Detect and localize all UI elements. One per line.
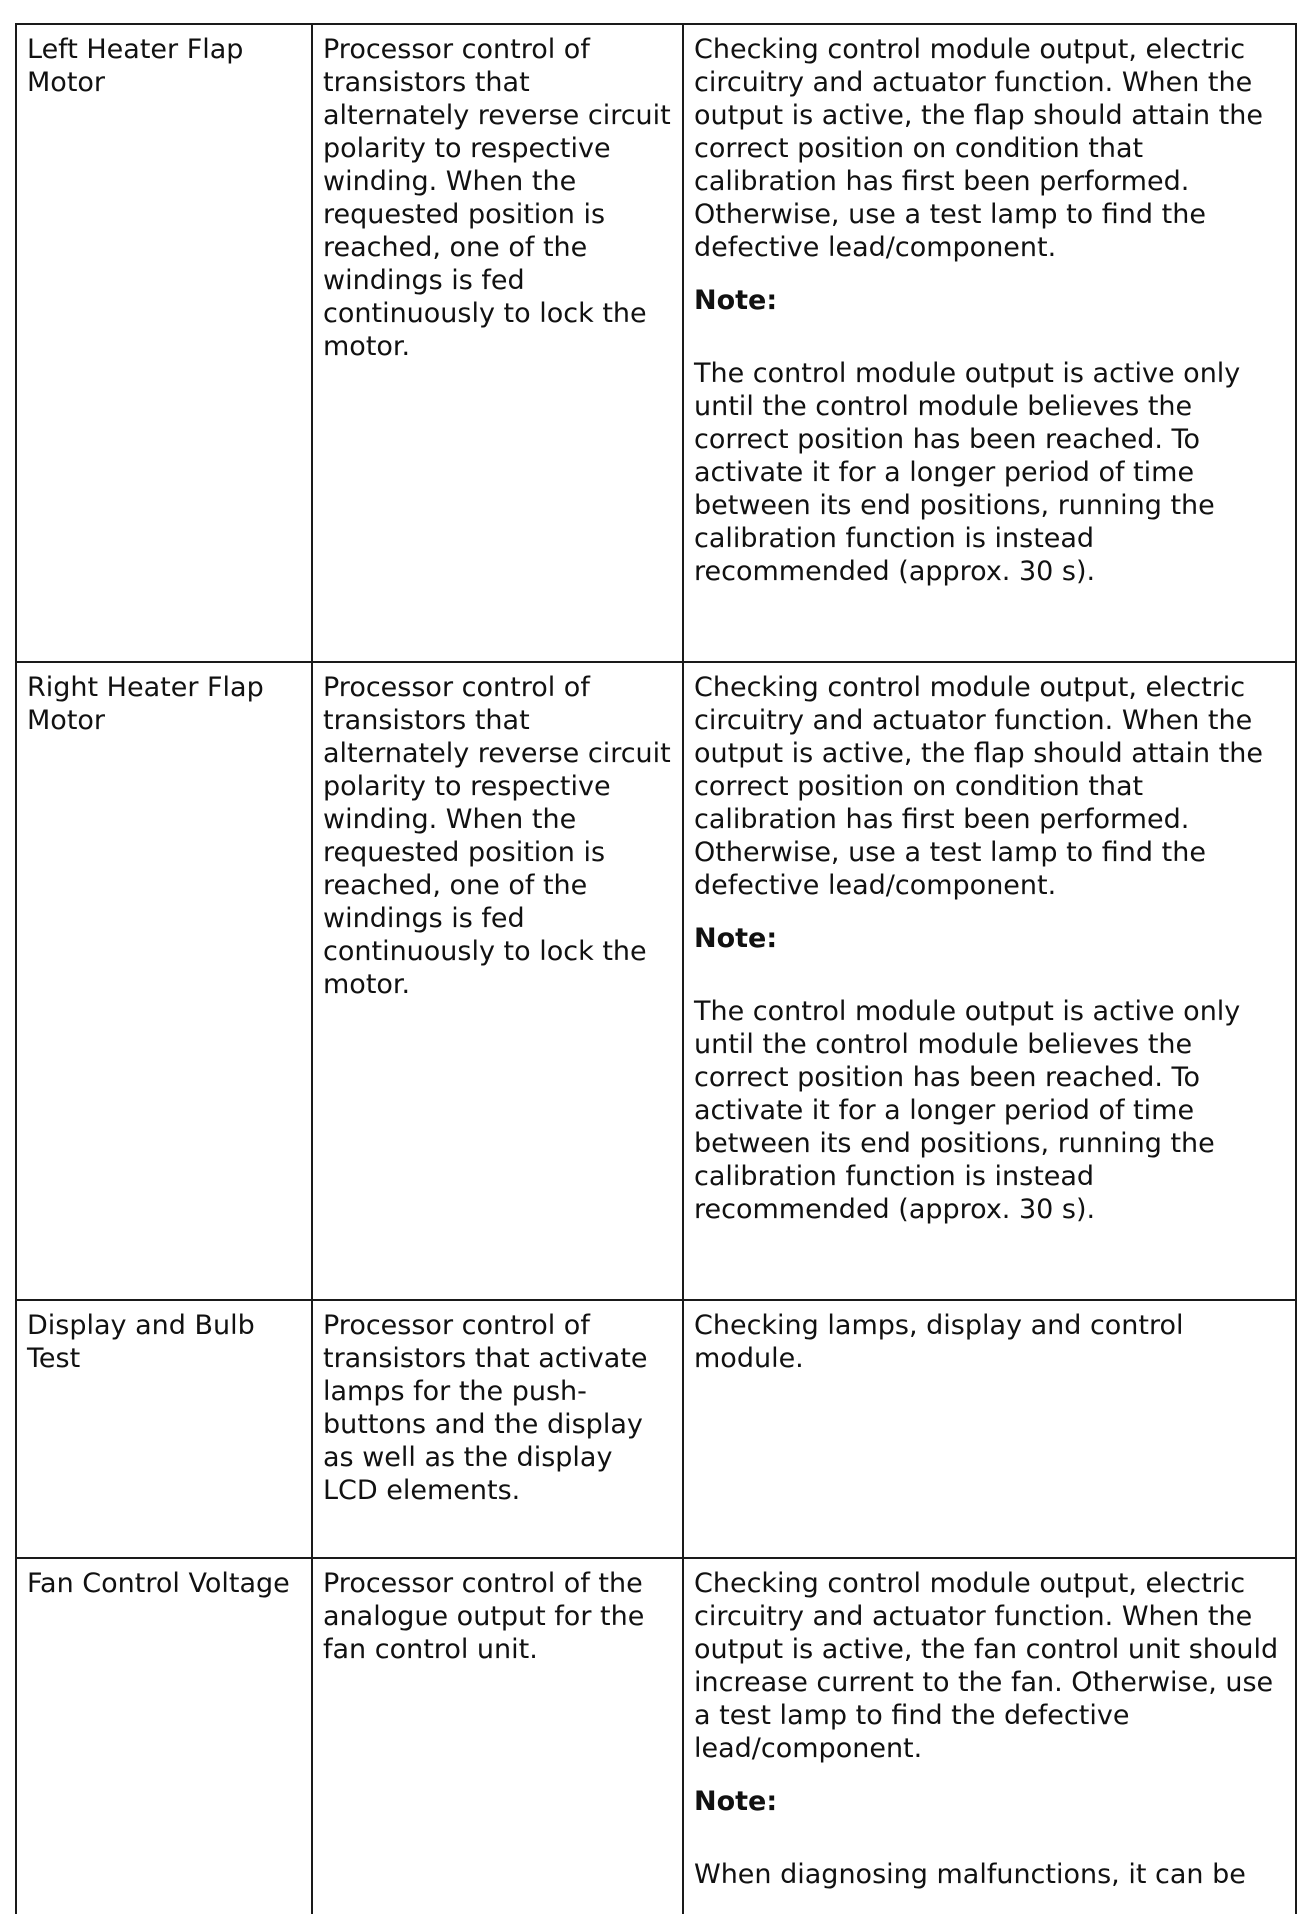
component-name: Left Heater Flap Motor: [27, 34, 244, 98]
function-cell: [312, 1300, 683, 1558]
check-cell: [683, 662, 1296, 1300]
actuator-test-table: [15, 23, 1297, 1914]
component-name-cell: [16, 1558, 312, 1914]
function-cell: [312, 24, 683, 662]
component-name: Right Heater Flap Motor: [27, 672, 264, 736]
table-row: [16, 662, 1296, 1300]
function-cell: [312, 662, 683, 1300]
function-description: Processor control of transistors that activate lamps for the push-buttons and the display as well as the display LCD elements.: [323, 1310, 648, 1506]
function-description: Processor control of the analogue output for the fan control unit.: [323, 1568, 645, 1665]
component-name-cell: [16, 1300, 312, 1558]
note-label: Note:: [694, 285, 778, 316]
component-name-cell: [16, 24, 312, 662]
function-cell: [312, 1558, 683, 1914]
function-description: Processor control of transistors that alternately reverse circuit polarity to respective winding. When the requested position is reached, one of the windings is fed continuously to lock the motor.: [323, 672, 671, 1000]
check-cell: [683, 1558, 1296, 1914]
function-description: Processor control of transistors that alternately reverse circuit polarity to respective winding. When the requested position is reached, one of the windings is fed continuously to lock the motor.: [323, 34, 671, 362]
component-name: Fan Control Voltage: [27, 1568, 290, 1599]
table-row: [16, 1558, 1296, 1914]
note-text: The control module output is active only until the control module believes the correct position has been reached. To activate it for a longer period of time between its end positions, running the calibration function is instead recommended (approx. 30 s).: [694, 996, 1241, 1225]
note-label: Note:: [694, 923, 778, 954]
table-row: [16, 24, 1296, 662]
check-cell: [683, 1300, 1296, 1558]
check-description: Checking control module output, electric circuitry and actuator function. When the output is active, the fan control unit should increase current to the fan. Otherwise, use a test lamp to find the defective lead/component.: [694, 1568, 1279, 1764]
component-name: Display and Bulb Test: [27, 1310, 255, 1374]
check-description: Checking control module output, electric circuitry and actuator function. When the output is active, the flap should attain the correct position on condition that calibration has first been performed. Otherwise, use a test lamp to find the defective lead/component.: [694, 34, 1263, 263]
note-text: When diagnosing malfunctions, it can be: [694, 1859, 1246, 1890]
note-text: The control module output is active only until the control module believes the correct position has been reached. To activate it for a longer period of time between its end positions, running the calibration function is instead recommended (approx. 30 s).: [694, 358, 1241, 587]
component-name-cell: [16, 662, 312, 1300]
check-cell: [683, 24, 1296, 662]
check-description: Checking control module output, electric circuitry and actuator function. When the output is active, the flap should attain the correct position on condition that calibration has first been performed. Otherwise, use a test lamp to find the defective lead/component.: [694, 672, 1263, 901]
note-label: Note:: [694, 1786, 778, 1817]
check-description: Checking lamps, display and control module.: [694, 1310, 1184, 1374]
table-row: [16, 1300, 1296, 1558]
